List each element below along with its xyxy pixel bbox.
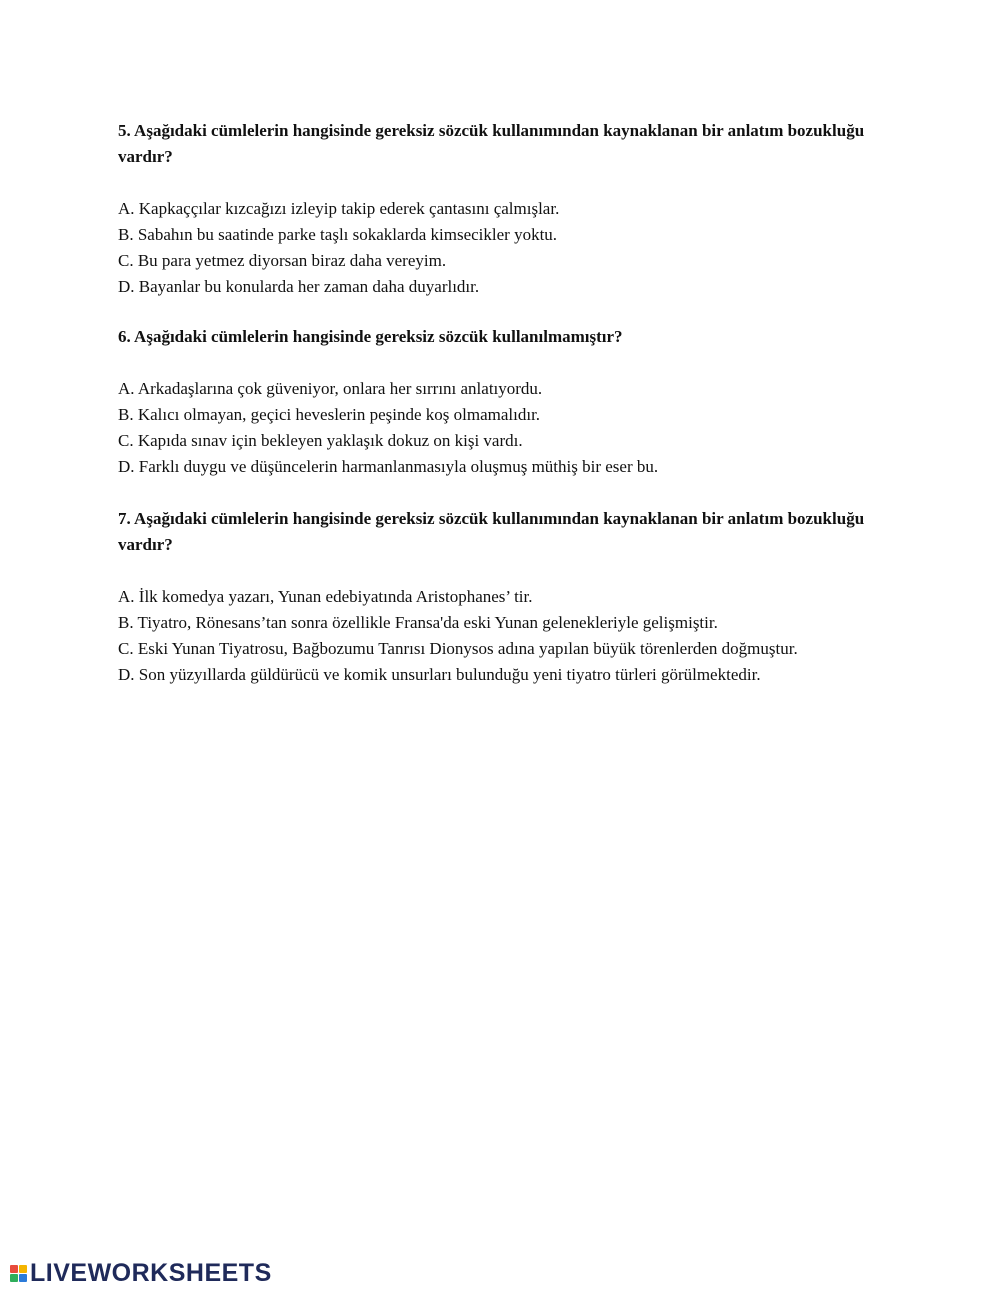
- option-b: B. Tiyatro, Rönesans’tan sonra özellikle Fransa'da eski Yunan gelenekleriyle gelişmiştir.: [118, 613, 718, 632]
- option-a: A. Arkadaşlarına çok güveniyor, onlara her sırrını anlatıyordu.: [118, 379, 543, 398]
- option-a: A. İlk komedya yazarı, Yunan edebiyatında Aristophanes’ tir.: [118, 587, 533, 606]
- question-text: 5. Aşağıdaki cümlelerin hangisinde gereksiz sözcük kullanımından kaynaklanan bir anlatım bozukluğu vardır?: [118, 121, 865, 166]
- answer-options: [118, 196, 898, 300]
- brand-name: LIVEWORKSHEETS: [30, 1258, 272, 1287]
- question-6: [118, 324, 898, 480]
- question-7: [118, 506, 898, 688]
- liveworksheets-logo: [10, 1258, 272, 1288]
- option-d: D. Son yüzyıllarda güldürücü ve komik unsurları bulunduğu yeni tiyatro türleri görülmektedir.: [118, 665, 761, 684]
- question-text: 6. Aşağıdaki cümlelerin hangisinde gereksiz sözcük kullanılmamıştır?: [118, 327, 623, 346]
- option-d: D. Bayanlar bu konularda her zaman daha duyarlıdır.: [118, 277, 480, 296]
- option-c: C. Kapıda sınav için bekleyen yaklaşık dokuz on kişi vardı.: [118, 431, 523, 450]
- question-text: 7. Aşağıdaki cümlelerin hangisinde gereksiz sözcük kullanımından kaynaklanan bir anlatım bozukluğu vardır?: [118, 509, 865, 554]
- option-c: C. Eski Yunan Tiyatrosu, Bağbozumu Tanrısı Dionysos adına yapılan büyük törenlerden doğmuştur.: [118, 639, 798, 658]
- answer-options: [118, 584, 898, 688]
- liveworksheets-logo-icon: [10, 1265, 27, 1282]
- answer-options: [118, 376, 898, 480]
- option-b: B. Sabahın bu saatinde parke taşlı sokaklarda kimsecikler yoktu.: [118, 225, 558, 244]
- option-a: A. Kapkaççılar kızcağızı izleyip takip ederek çantasını çalmışlar.: [118, 199, 560, 218]
- option-c: C. Bu para yetmez diyorsan biraz daha vereyim.: [118, 251, 447, 270]
- option-d: D. Farklı duygu ve düşüncelerin harmanlanmasıyla oluşmuş müthiş bir eser bu.: [118, 457, 659, 476]
- option-b: B. Kalıcı olmayan, geçici heveslerin peşinde koş olmamalıdır.: [118, 405, 541, 424]
- question-5: [118, 118, 898, 300]
